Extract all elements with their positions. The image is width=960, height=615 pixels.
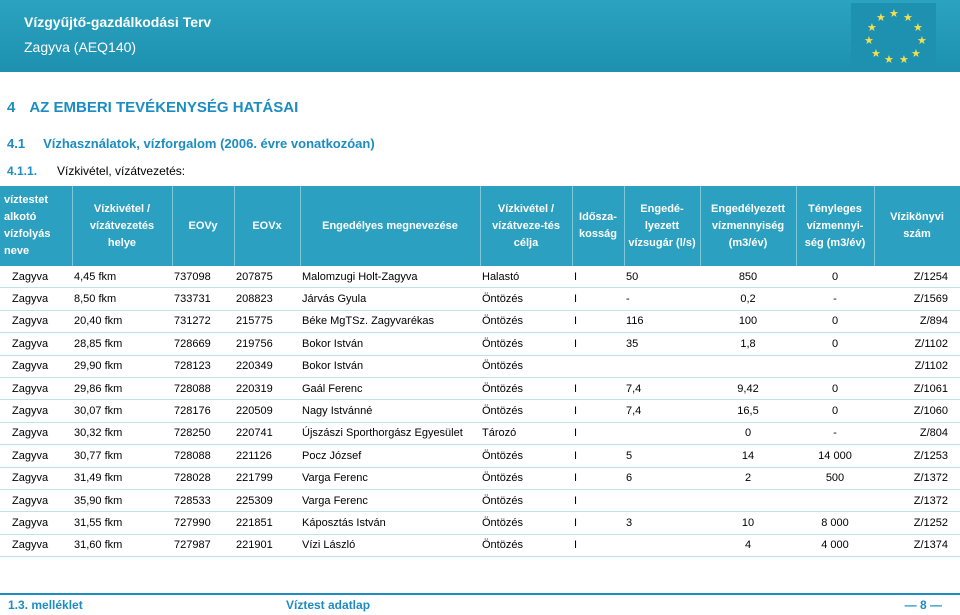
cell-permit-holder: Gaál Ferenc — [300, 377, 480, 399]
cell-location: 30,32 fkm — [72, 422, 172, 444]
cell-location: 8,50 fkm — [72, 288, 172, 310]
cell-water-book-number: Z/1252 — [874, 512, 960, 534]
cell-location: 35,90 fkm — [72, 489, 172, 511]
table-row — [0, 310, 960, 332]
cell-water-book-number: Z/1374 — [874, 534, 960, 556]
column-header-water-book-number: Vízikönyvi szám — [874, 186, 960, 266]
cell-water-book-number: Z/1569 — [874, 288, 960, 310]
table-row — [0, 377, 960, 399]
cell-water-book-number: Z/1253 — [874, 445, 960, 467]
table-row — [0, 445, 960, 467]
cell-waterbody: Zagyva — [0, 266, 72, 288]
cell-permit-holder: Vízi László — [300, 534, 480, 556]
cell-periodicity: I — [572, 445, 624, 467]
cell-water-book-number: Z/1061 — [874, 377, 960, 399]
cell-water-book-number: Z/894 — [874, 310, 960, 332]
cell-eovy: 728669 — [172, 333, 234, 355]
section-number: 4 — [7, 99, 16, 116]
document-subtitle: Zagyva (AEQ140) — [24, 39, 137, 55]
cell-permitted-volume: 0 — [700, 422, 796, 444]
cell-location: 29,86 fkm — [72, 377, 172, 399]
cell-periodicity: I — [572, 512, 624, 534]
cell-actual-volume: 0 — [796, 377, 874, 399]
cell-permitted-volume — [700, 355, 796, 377]
cell-permitted-flow: 7,4 — [624, 377, 700, 399]
cell-purpose: Halastó — [480, 266, 572, 288]
cell-permitted-flow: 35 — [624, 333, 700, 355]
cell-water-book-number: Z/1102 — [874, 333, 960, 355]
cell-permit-holder: Béke MgTSz. Zagyvarékas — [300, 310, 480, 332]
cell-water-book-number: Z/1372 — [874, 467, 960, 489]
document-title: Vízgyűjtő-gazdálkodási Terv — [24, 14, 212, 30]
footer-divider — [0, 593, 960, 595]
subsubsection-title: Vízkivétel, vízátvezetés: — [57, 164, 186, 178]
cell-permit-holder: Varga Ferenc — [300, 489, 480, 511]
cell-actual-volume: 0 — [796, 333, 874, 355]
header-bar — [0, 0, 960, 72]
water-abstraction-table — [0, 186, 960, 557]
cell-eovy: 728088 — [172, 445, 234, 467]
cell-permitted-volume: 850 — [700, 266, 796, 288]
cell-actual-volume: - — [796, 288, 874, 310]
cell-purpose: Öntözés — [480, 400, 572, 422]
cell-periodicity: I — [572, 266, 624, 288]
cell-location: 30,07 fkm — [72, 400, 172, 422]
cell-periodicity: I — [572, 467, 624, 489]
cell-eovy: 728088 — [172, 377, 234, 399]
cell-waterbody: Zagyva — [0, 534, 72, 556]
cell-eovx: 221851 — [234, 512, 300, 534]
cell-periodicity — [572, 355, 624, 377]
cell-waterbody: Zagyva — [0, 489, 72, 511]
cell-periodicity: I — [572, 333, 624, 355]
cell-eovy: 728533 — [172, 489, 234, 511]
cell-permit-holder: Bokor István — [300, 333, 480, 355]
cell-purpose: Öntözés — [480, 489, 572, 511]
cell-water-book-number: Z/1102 — [874, 355, 960, 377]
footer-title: Víztest adatlap — [286, 598, 371, 612]
cell-water-book-number: Z/1372 — [874, 489, 960, 511]
cell-purpose: Öntözés — [480, 445, 572, 467]
cell-eovx: 221799 — [234, 467, 300, 489]
table-row — [0, 266, 960, 288]
cell-waterbody: Zagyva — [0, 512, 72, 534]
cell-permitted-flow: 5 — [624, 445, 700, 467]
table-row — [0, 467, 960, 489]
cell-permitted-flow — [624, 422, 700, 444]
cell-eovy: 737098 — [172, 266, 234, 288]
cell-eovx: 208823 — [234, 288, 300, 310]
cell-water-book-number: Z/1254 — [874, 266, 960, 288]
table-row — [0, 355, 960, 377]
cell-permitted-flow: - — [624, 288, 700, 310]
cell-permit-holder: Varga Ferenc — [300, 467, 480, 489]
cell-permitted-flow: 116 — [624, 310, 700, 332]
cell-permitted-flow — [624, 489, 700, 511]
subsection-heading — [7, 136, 375, 151]
cell-location: 4,45 fkm — [72, 266, 172, 288]
footer-annex: 1.3. melléklet — [8, 598, 83, 612]
column-header-waterbody: víztestet alkotó vízfolyás neve — [0, 186, 72, 266]
cell-permit-holder: Járvás Gyula — [300, 288, 480, 310]
cell-eovy: 727990 — [172, 512, 234, 534]
cell-location: 31,49 fkm — [72, 467, 172, 489]
table-row — [0, 422, 960, 444]
cell-eovx: 221126 — [234, 445, 300, 467]
cell-waterbody: Zagyva — [0, 400, 72, 422]
cell-purpose: Öntözés — [480, 310, 572, 332]
cell-actual-volume — [796, 355, 874, 377]
cell-purpose: Öntözés — [480, 512, 572, 534]
table-row — [0, 534, 960, 556]
cell-waterbody: Zagyva — [0, 310, 72, 332]
table-header-row — [0, 186, 960, 266]
page-number: — 8 — — [904, 598, 942, 612]
cell-eovy: 733731 — [172, 288, 234, 310]
cell-eovx: 220349 — [234, 355, 300, 377]
cell-purpose: Tározó — [480, 422, 572, 444]
cell-waterbody: Zagyva — [0, 377, 72, 399]
cell-eovx: 220509 — [234, 400, 300, 422]
cell-permitted-volume: 2 — [700, 467, 796, 489]
cell-eovx: 225309 — [234, 489, 300, 511]
cell-waterbody: Zagyva — [0, 467, 72, 489]
column-header-actual-volume: Tényleges vízmennyi-ség (m3/év) — [796, 186, 874, 266]
cell-permitted-flow: 7,4 — [624, 400, 700, 422]
cell-periodicity: I — [572, 288, 624, 310]
cell-periodicity: I — [572, 377, 624, 399]
cell-eovx: 220741 — [234, 422, 300, 444]
cell-eovx: 207875 — [234, 266, 300, 288]
cell-permit-holder: Bokor István — [300, 355, 480, 377]
cell-water-book-number: Z/804 — [874, 422, 960, 444]
cell-purpose: Öntözés — [480, 534, 572, 556]
cell-periodicity: I — [572, 400, 624, 422]
column-header-eovy: EOVy — [172, 186, 234, 266]
cell-purpose: Öntözés — [480, 355, 572, 377]
subsubsection-heading — [7, 164, 185, 178]
column-header-permitted-volume: Engedélyezett vízmennyiség (m3/év) — [700, 186, 796, 266]
column-header-location: Vízkivétel / vízátvezetés helye — [72, 186, 172, 266]
cell-waterbody: Zagyva — [0, 422, 72, 444]
cell-eovy: 728176 — [172, 400, 234, 422]
cell-eovy: 731272 — [172, 310, 234, 332]
cell-permitted-flow — [624, 355, 700, 377]
cell-waterbody: Zagyva — [0, 355, 72, 377]
cell-actual-volume: - — [796, 422, 874, 444]
subsubsection-number: 4.1.1. — [7, 164, 38, 178]
cell-eovx: 219756 — [234, 333, 300, 355]
cell-permitted-volume — [700, 489, 796, 511]
cell-location: 31,55 fkm — [72, 512, 172, 534]
column-header-purpose: Vízkivétel / vízátveze-tés célja — [480, 186, 572, 266]
cell-permitted-flow: 3 — [624, 512, 700, 534]
cell-eovy: 728123 — [172, 355, 234, 377]
cell-permitted-volume: 100 — [700, 310, 796, 332]
cell-water-book-number: Z/1060 — [874, 400, 960, 422]
cell-permit-holder: Káposztás István — [300, 512, 480, 534]
cell-permitted-volume: 10 — [700, 512, 796, 534]
cell-location: 20,40 fkm — [72, 310, 172, 332]
cell-location: 28,85 fkm — [72, 333, 172, 355]
cell-actual-volume: 8 000 — [796, 512, 874, 534]
cell-permitted-volume: 14 — [700, 445, 796, 467]
cell-eovy: 728250 — [172, 422, 234, 444]
cell-purpose: Öntözés — [480, 467, 572, 489]
cell-actual-volume: 14 000 — [796, 445, 874, 467]
table-row — [0, 400, 960, 422]
cell-eovx: 221901 — [234, 534, 300, 556]
column-header-periodicity: Idősza-kosság — [572, 186, 624, 266]
cell-permitted-flow: 6 — [624, 467, 700, 489]
cell-permitted-volume: 1,8 — [700, 333, 796, 355]
cell-actual-volume: 0 — [796, 310, 874, 332]
cell-purpose: Öntözés — [480, 333, 572, 355]
cell-location: 29,90 fkm — [72, 355, 172, 377]
cell-eovx: 215775 — [234, 310, 300, 332]
cell-periodicity: I — [572, 489, 624, 511]
cell-eovy: 727987 — [172, 534, 234, 556]
cell-actual-volume — [796, 489, 874, 511]
cell-periodicity: I — [572, 534, 624, 556]
cell-purpose: Öntözés — [480, 377, 572, 399]
column-header-permit-holder: Engedélyes megnevezése — [300, 186, 480, 266]
subsection-number: 4.1 — [7, 136, 26, 151]
cell-permit-holder: Újszászi Sporthorgász Egyesület — [300, 422, 480, 444]
cell-permitted-volume: 9,42 — [700, 377, 796, 399]
cell-actual-volume: 0 — [796, 266, 874, 288]
column-header-permitted-flow: Engedé-lyezett vízsugár (l/s) — [624, 186, 700, 266]
table-body — [0, 266, 960, 557]
cell-actual-volume: 500 — [796, 467, 874, 489]
cell-waterbody: Zagyva — [0, 288, 72, 310]
cell-actual-volume: 0 — [796, 400, 874, 422]
cell-permitted-volume: 4 — [700, 534, 796, 556]
cell-permit-holder: Pocz József — [300, 445, 480, 467]
table-row — [0, 333, 960, 355]
cell-permit-holder: Nagy Istvánné — [300, 400, 480, 422]
cell-periodicity: I — [572, 422, 624, 444]
section-title: AZ EMBERI TEVÉKENYSÉG HATÁSAI — [29, 99, 299, 116]
table-row — [0, 489, 960, 511]
table-row — [0, 512, 960, 534]
section-heading — [7, 99, 298, 116]
cell-permitted-volume: 16,5 — [700, 400, 796, 422]
cell-waterbody: Zagyva — [0, 445, 72, 467]
cell-permitted-volume: 0,2 — [700, 288, 796, 310]
column-header-eovx: EOVx — [234, 186, 300, 266]
cell-permit-holder: Malomzugi Holt-Zagyva — [300, 266, 480, 288]
eu-flag-icon: ★ ★ ★ ★ ★ ★ ★ ★ ★ ★ ★ — [851, 3, 936, 68]
cell-location: 31,60 fkm — [72, 534, 172, 556]
table-row — [0, 288, 960, 310]
cell-periodicity: I — [572, 310, 624, 332]
cell-waterbody: Zagyva — [0, 333, 72, 355]
cell-actual-volume: 4 000 — [796, 534, 874, 556]
cell-eovx: 220319 — [234, 377, 300, 399]
cell-eovy: 728028 — [172, 467, 234, 489]
subsection-title: Vízhasználatok, vízforgalom (2006. évre vonatkozóan) — [43, 136, 375, 151]
cell-location: 30,77 fkm — [72, 445, 172, 467]
cell-permitted-flow: 50 — [624, 266, 700, 288]
cell-permitted-flow — [624, 534, 700, 556]
cell-purpose: Öntözés — [480, 288, 572, 310]
